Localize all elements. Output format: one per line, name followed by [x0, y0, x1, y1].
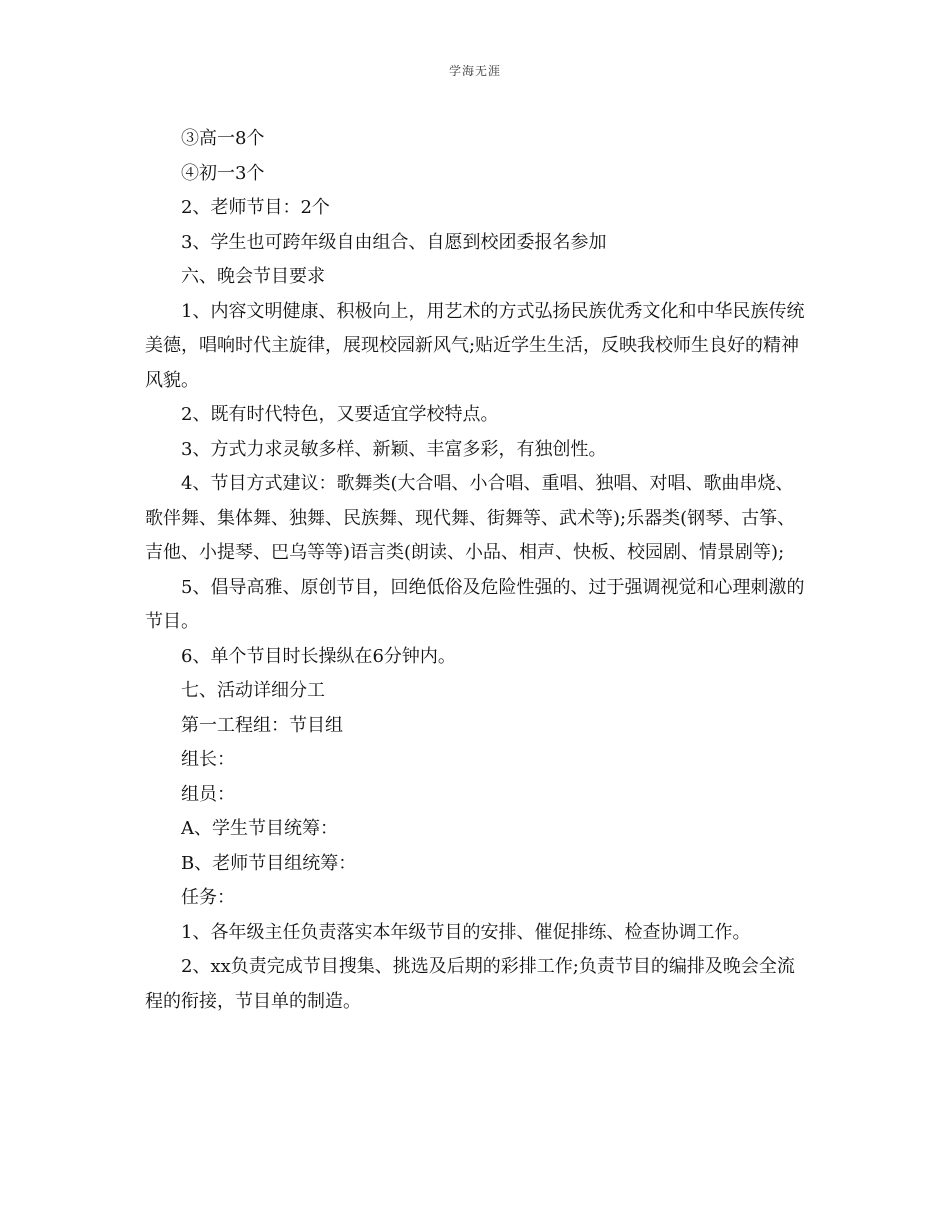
paragraph: A、学生节目统筹： — [181, 818, 338, 839]
paragraph: 2、老师节目：2个 — [181, 197, 330, 218]
paragraph: 5、倡导高雅、原创节目，回绝低俗及危险性强的、过于强调视觉和心理刺激的节目。 — [145, 576, 805, 632]
section-heading: 七、活动详细分工 — [181, 680, 325, 701]
paragraph: 3、方式力求灵敏多样、新颖、丰富多彩，有独创性。 — [181, 438, 607, 460]
paragraph: 2、既有时代特色，又要适宜学校特点。 — [181, 404, 499, 425]
paragraph: 3、学生也可跨年级自由组合、自愿到校团委报名参加 — [181, 231, 607, 253]
paragraph: ④初一3个 — [181, 162, 265, 184]
paragraph: 第一工程组：节目组 — [181, 714, 343, 736]
paragraph: B、老师节目组统筹： — [181, 852, 357, 874]
paragraph: 组长： — [181, 749, 235, 770]
paragraph: 4、节目方式建议：歌舞类(大合唱、小合唱、重唱、独唱、对唱、歌曲串烧、歌伴舞、集体舞、独舞、民族舞、现代舞、街舞等、武术等);乐器类(钢琴、古筝、吉他、小提琴、巴乌等等)语言类(朗读、小品、相声、快板、校园剧、情景剧等); — [145, 473, 796, 563]
paragraph: 任务： — [181, 887, 235, 908]
paragraph: 1、各年级主任负责落实本年级节目的安排、催促排练、检查协调工作。 — [181, 921, 751, 943]
paragraph: 1、内容文明健康、积极向上，用艺术的方式弘扬民族优秀文化和中华民族传统美德，唱响时代主旋律，展现校园新风气;贴近学生生活，反映我校师生良好的精神风貌。 — [145, 300, 805, 391]
paragraph: 组员： — [181, 783, 235, 805]
page-header: 学海无涯 — [448, 64, 501, 78]
paragraph: 6、单个节目时长操纵在6分钟内。 — [181, 645, 456, 667]
document-body — [145, 122, 809, 1019]
paragraph: ③高一8个 — [181, 128, 265, 149]
section-heading: 六、晚会节目要求 — [181, 266, 325, 287]
paragraph: 2、xx负责完成节目搜集、挑选及后期的彩排工作;负责节目的编排及晚会全流程的衔接，节目单的制造。 — [145, 956, 795, 1012]
